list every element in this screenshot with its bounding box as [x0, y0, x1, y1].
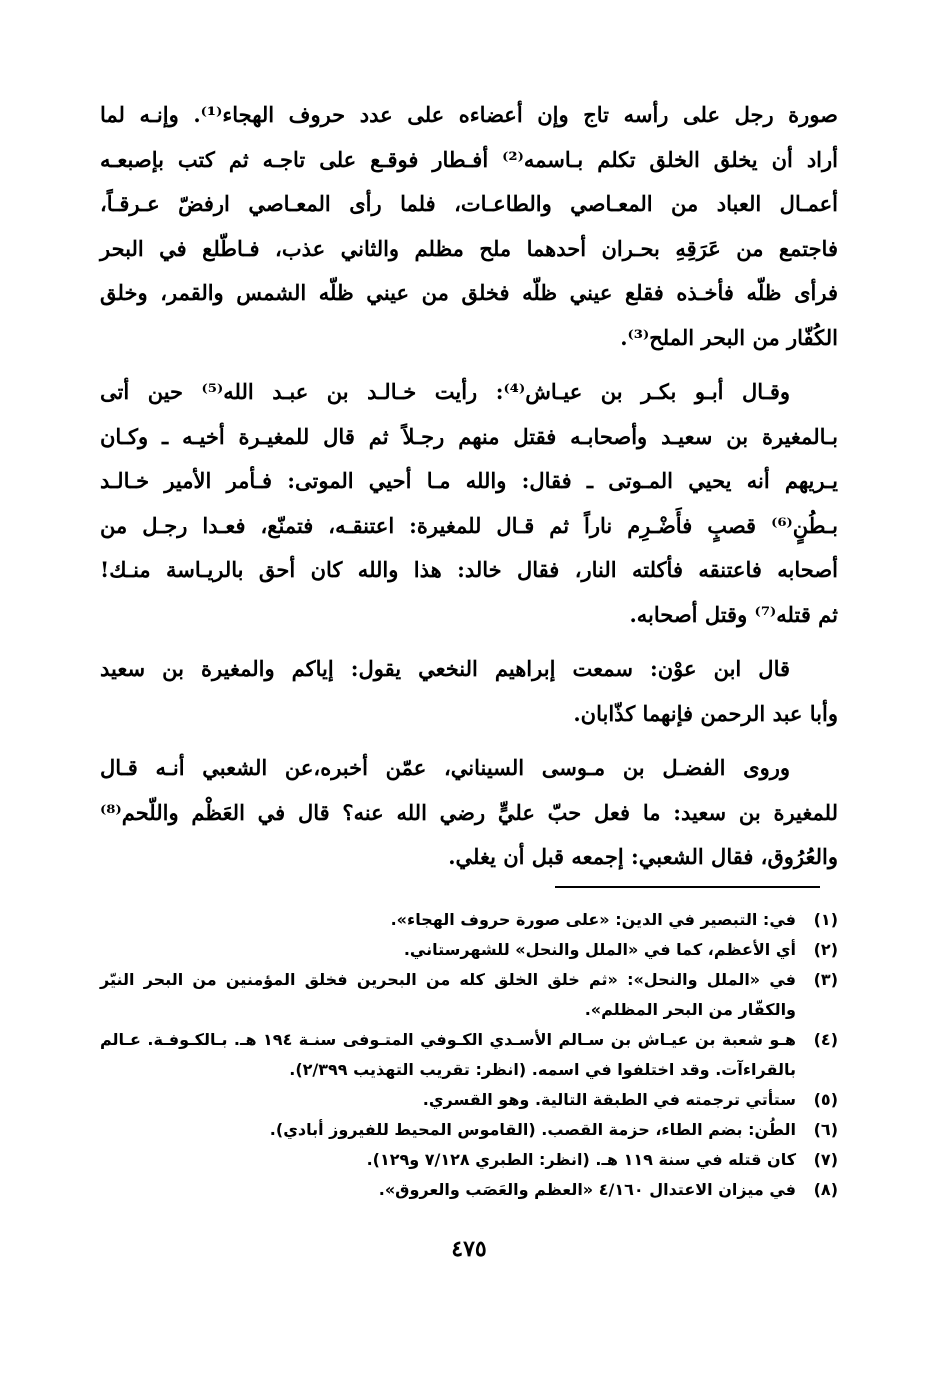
- footnote-number: (٤): [813, 1030, 838, 1049]
- footnote-divider: [555, 886, 820, 888]
- text-line: قال ابن عوْن: سمعت إبراهيم النخعي يقول: إياكم والمغيرة بن سعيد: [100, 656, 790, 681]
- text-line: الكُفّار من البحر الملح⁽³⁾.: [620, 324, 838, 350]
- footnote: [100, 1085, 838, 1115]
- text-line: يـريهم أنه يحيي المـوتى ـ فقال: والله مـا أحيي الموتى: فـأمر الأمير خـالـد: [100, 468, 838, 493]
- footnote-text: هـو شعبة بن عيـاش بن سـالم الأسـدي الكـوفي المتـوفى سنـة ١٩٤ هـ. بـالكـوفـة. عـالم بالقراءآت. وقد اختلفوا في اسمه. (انظر: تقريب التهذيب ٢/٣٩٩).: [100, 1030, 796, 1079]
- text-line: أراد أن يخلق الخلق تكلم بـاسمه⁽²⁾ أفـطار فوقـع على تاجـه ثم كتب بإصبعـه: [100, 146, 838, 172]
- footnote: [100, 965, 838, 1025]
- footnote-text: أي الأعظم، كما في «الملل والنحل» للشهرستاني.: [403, 940, 796, 959]
- text-line: أعمـال العباد من المعـاصي والطاعـات، فلما رأى المعـاصي ارفضّ عـرقـاً،: [100, 191, 838, 216]
- footnote: [100, 1145, 838, 1175]
- footnote: [100, 935, 838, 965]
- footnote-number: (٢): [813, 940, 838, 959]
- footnote-number: (٨): [813, 1180, 838, 1199]
- text-line: وروى الفضـل بن مـوسى السيناني، عمّن أخبره،عن الشعبي أنـه قـال: [100, 755, 790, 780]
- footnote-text: كان قتله في سنة ١١٩ هـ. (انظر: الطبري ٧/١٢٨ و١٢٩).: [366, 1150, 796, 1169]
- footnote: [100, 1115, 838, 1145]
- paragraph-2: [100, 370, 838, 637]
- paragraph-3: [100, 647, 838, 736]
- footnote-text: الطُن: بضم الطاء، حزمة القصب. (القاموس المحيط للفيروز أبادي).: [269, 1120, 796, 1139]
- text-line: بـالمغيرة بن سعيـد وأصحابـه فقتل منهم رجـلاً ثم قال للمغيـرة أخيـه ـ وكـان: [100, 423, 838, 449]
- footnote-text: في: التبصير في الدين: «على صورة حروف الهجاء».: [390, 910, 796, 929]
- text-line: للمغيرة بن سعيد: ما فعل حبّ عليٍّ رضي الله عنه؟ قال في العَظْم واللّحم⁽⁸⁾: [100, 799, 838, 825]
- main-text: [100, 93, 838, 880]
- footnote: [100, 905, 838, 935]
- text-line: ثم قتله⁽⁷⁾ وقتل أصحابه.: [629, 601, 838, 627]
- footnote-text: ستأتي ترجمته في الطبقة التالية. وهو القسري.: [422, 1090, 796, 1109]
- page-number: ٤٧٥: [451, 1236, 487, 1262]
- footnotes: [100, 905, 838, 1205]
- text-line: والعُرُوق، فقال الشعبي: إجمعه قبل أن يغلي.: [448, 844, 838, 869]
- text-line: بـطُنٍ⁽⁶⁾ قصبٍ فأَضْـرِم ناراً ثم قـال للمغيرة: اعتنقـه، فتمنّع، فعـدا رجـل من: [100, 512, 838, 538]
- footnote-number: (٣): [813, 970, 838, 989]
- footnote-number: (٥): [813, 1090, 838, 1109]
- text-line: وأبا عبد الرحمن فإنهما كذّابان.: [573, 700, 838, 726]
- text-line: فرأى ظلّه فأخـذه فقلع عيني ظلّه فخلق من عيني ظلّه الشمس والقمر، وخلق: [100, 280, 838, 305]
- text-line: أصحابه فاعتنقه فأكلته النار، فقال خالد: هذا والله كان أحق بالريـاسة منـك!: [100, 557, 838, 582]
- footnote-text: في «الملل والنحل»: «ثم خلق الخلق كله من البحرين فخلق المؤمنين من البحر النيّر والكفّار من البحر المظلم».: [100, 970, 796, 1019]
- text-line: فاجتمع من عَرَقِهِ بحـران أحدهما ملح مظلم والثاني عذب، فـاطّلع في البحر: [100, 235, 838, 261]
- footnote-number: (١): [813, 910, 838, 929]
- footnote: [100, 1175, 838, 1205]
- footnote-text: في ميزان الاعتدال ٤/١٦٠ «العظم والعَصَب والعروق».: [378, 1180, 796, 1199]
- footnote-number: (٦): [813, 1120, 838, 1139]
- footnote-number: (٧): [813, 1150, 838, 1169]
- text-line: صورة رجل على رأسه تاج وإن أعضاءه على عدد حروف الهجاء⁽¹⁾. وإنـه لما: [100, 102, 838, 127]
- paragraph-4: [100, 746, 838, 880]
- text-line: وقـال أبـو بكـر بن عيـاش⁽⁴⁾: رأيت خـالـد بن عبـد الله⁽⁵⁾ حين أتى: [100, 379, 791, 404]
- paragraph-1: [100, 93, 838, 360]
- footnote: [100, 1025, 838, 1085]
